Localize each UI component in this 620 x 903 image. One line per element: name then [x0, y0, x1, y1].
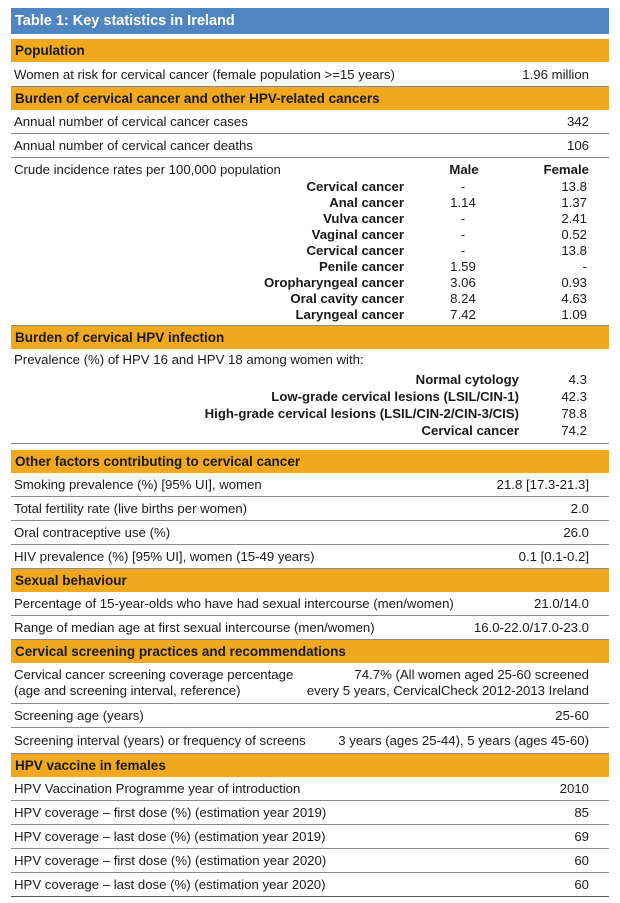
row-label: Annual number of cervical cancer cases [14, 114, 248, 129]
cancer-name: Oropharyngeal cancer [264, 274, 404, 290]
female-value: - [582, 258, 587, 274]
male-value: - [460, 210, 466, 226]
table-row [11, 849, 609, 873]
female-value: 13.8 [561, 242, 587, 258]
prevalence-intro: Prevalence (%) of HPV 16 and HPV 18 among women with: [14, 352, 364, 367]
incidence-row [11, 242, 609, 258]
female-value: 4.63 [561, 290, 587, 306]
male-value: 7.42 [450, 306, 476, 322]
table-row [11, 134, 609, 158]
prevalence-value: 78.8 [561, 406, 587, 421]
incidence-row [11, 210, 609, 226]
prevalence-name: Cervical cancer [421, 423, 519, 438]
prevalence-row [11, 422, 609, 439]
incidence-row [11, 226, 609, 242]
incidence-row [11, 306, 609, 322]
table-row [11, 801, 609, 825]
male-value: - [460, 242, 466, 258]
row-value: 106 [566, 138, 589, 153]
female-value: 1.09 [561, 306, 587, 322]
prevalence-value: 74.2 [561, 423, 587, 438]
row-value: 0.1 [0.1-0.2] [518, 549, 589, 564]
male-value: - [460, 226, 466, 242]
prevalence-name: Normal cytology [415, 372, 519, 387]
row-label: HPV coverage – first dose (%) (estimation year 2020) [14, 853, 327, 868]
prevalence-row [11, 388, 609, 405]
female-column-header: Female [543, 162, 589, 177]
prevalence-block [11, 349, 609, 444]
male-value: 1.59 [450, 258, 476, 274]
row-label: HPV coverage – last dose (%) (estimation year 2019) [14, 829, 326, 844]
male-value: 8.24 [450, 290, 476, 306]
row-value: 26.0 [563, 525, 589, 540]
table-row [11, 663, 609, 704]
table-row [11, 497, 609, 521]
row-value: 1.96 million [522, 66, 589, 82]
prevalence-name: Low-grade cervical lesions (LSIL/CIN-1) [271, 389, 519, 404]
male-value: 1.14 [450, 194, 476, 210]
row-value: 3 years (ages 25-44), 5 years (ages 45-60) [338, 733, 589, 748]
row-label [14, 667, 293, 699]
table-title: Table 1: Key statistics in Ireland [11, 8, 609, 34]
incidence-row [11, 178, 609, 194]
table-row [11, 110, 609, 134]
female-value: 1.37 [561, 194, 587, 210]
table-row [11, 545, 609, 569]
female-value: 2.41 [561, 210, 587, 226]
table-row [11, 704, 609, 728]
cancer-name: Vulva cancer [323, 210, 404, 226]
table-row [11, 616, 609, 640]
coverage-label-line1: Cervical cancer screening coverage percentage [14, 667, 294, 682]
coverage-value-line1: 74.7% (All women aged 25-60 screened [354, 667, 589, 682]
row-value: 60 [574, 877, 589, 892]
row-value: 2.0 [570, 501, 589, 516]
prevalence-value: 4.3 [568, 372, 587, 387]
incidence-label: Crude incidence rates per 100,000 population [14, 162, 281, 177]
cancer-name: Penile cancer [318, 258, 404, 274]
male-column-header: Male [449, 162, 479, 177]
row-label: Smoking prevalence (%) [95% UI], women [14, 477, 262, 492]
row-value: 21.8 [17.3-21.3] [496, 477, 589, 492]
incidence-row [11, 258, 609, 274]
section-header-other-factors: Other factors contributing to cervical cancer [11, 450, 609, 473]
row-label: HIV prevalence (%) [95% UI], women (15-49 years) [14, 549, 315, 564]
row-label: Screening age (years) [14, 708, 144, 723]
coverage-label-line2: (age and screening interval, reference) [14, 683, 241, 698]
row-value: 60 [574, 853, 589, 868]
cancer-name: Cervical cancer [306, 178, 404, 194]
row-label: HPV coverage – first dose (%) (estimation year 2019) [14, 805, 327, 820]
row-label: Women at risk for cervical cancer (female population >=15 years) [14, 66, 395, 82]
row-label: Total fertility rate (live births per women) [14, 501, 248, 516]
table-row [11, 521, 609, 545]
cancer-name: Cervical cancer [306, 242, 404, 258]
prevalence-name: High-grade cervical lesions (LSIL/CIN-2/CIN-3/CIS) [204, 406, 519, 421]
incidence-row [11, 274, 609, 290]
section-header-burden: Burden of cervical cancer and other HPV-related cancers [11, 87, 609, 110]
incidence-row [11, 194, 609, 210]
row-value: 342 [566, 114, 589, 129]
row-value: 85 [574, 805, 589, 820]
section-header-population: Population [11, 39, 609, 62]
row-label: Oral contraceptive use (%) [14, 525, 171, 540]
coverage-value-line2: every 5 years, CervicalCheck 2012-2013 Ireland [306, 683, 589, 698]
row-label: HPV Vaccination Programme year of introduction [14, 781, 301, 796]
cancer-name: Vaginal cancer [311, 226, 404, 242]
section-header-hpv-infection: Burden of cervical HPV infection [11, 326, 609, 349]
row-label: Screening interval (years) or frequency of screens [14, 733, 306, 748]
row-value: 69 [574, 829, 589, 844]
male-value: - [460, 178, 466, 194]
incidence-block [11, 161, 609, 326]
row-value: 16.0-22.0/17.0-23.0 [473, 620, 589, 635]
row-label: Range of median age at first sexual intercourse (men/women) [14, 620, 375, 635]
incidence-header [11, 161, 609, 178]
table-row [11, 777, 609, 801]
cancer-name: Oral cavity cancer [290, 290, 404, 306]
female-value: 13.8 [561, 178, 587, 194]
row-label: Percentage of 15-year-olds who have had sexual intercourse (men/women) [14, 596, 454, 611]
row-value [307, 667, 589, 699]
table-row [11, 825, 609, 849]
cancer-name: Anal cancer [329, 194, 404, 210]
cancer-name: Laryngeal cancer [295, 306, 404, 322]
prevalence-row [11, 371, 609, 388]
row-value: 25-60 [555, 708, 589, 723]
table-row [11, 873, 609, 897]
prevalence-value: 42.3 [561, 389, 587, 404]
row-value: 21.0/14.0 [534, 596, 589, 611]
section-header-screening: Cervical screening practices and recommendations [11, 640, 609, 663]
table-row [11, 592, 609, 616]
section-header-hpv-vaccine: HPV vaccine in females [11, 754, 609, 777]
incidence-row [11, 290, 609, 306]
row-label: Annual number of cervical cancer deaths [14, 138, 253, 153]
female-value: 0.93 [561, 274, 587, 290]
row-label: HPV coverage – last dose (%) (estimation year 2020) [14, 877, 326, 892]
table-row [11, 728, 609, 754]
prevalence-row [11, 405, 609, 422]
section-header-sexual-behaviour: Sexual behaviour [11, 569, 609, 592]
male-value: 3.06 [450, 274, 476, 290]
female-value: 0.52 [561, 226, 587, 242]
table-row [11, 62, 609, 87]
row-value: 2010 [559, 781, 589, 796]
table-row [11, 473, 609, 497]
